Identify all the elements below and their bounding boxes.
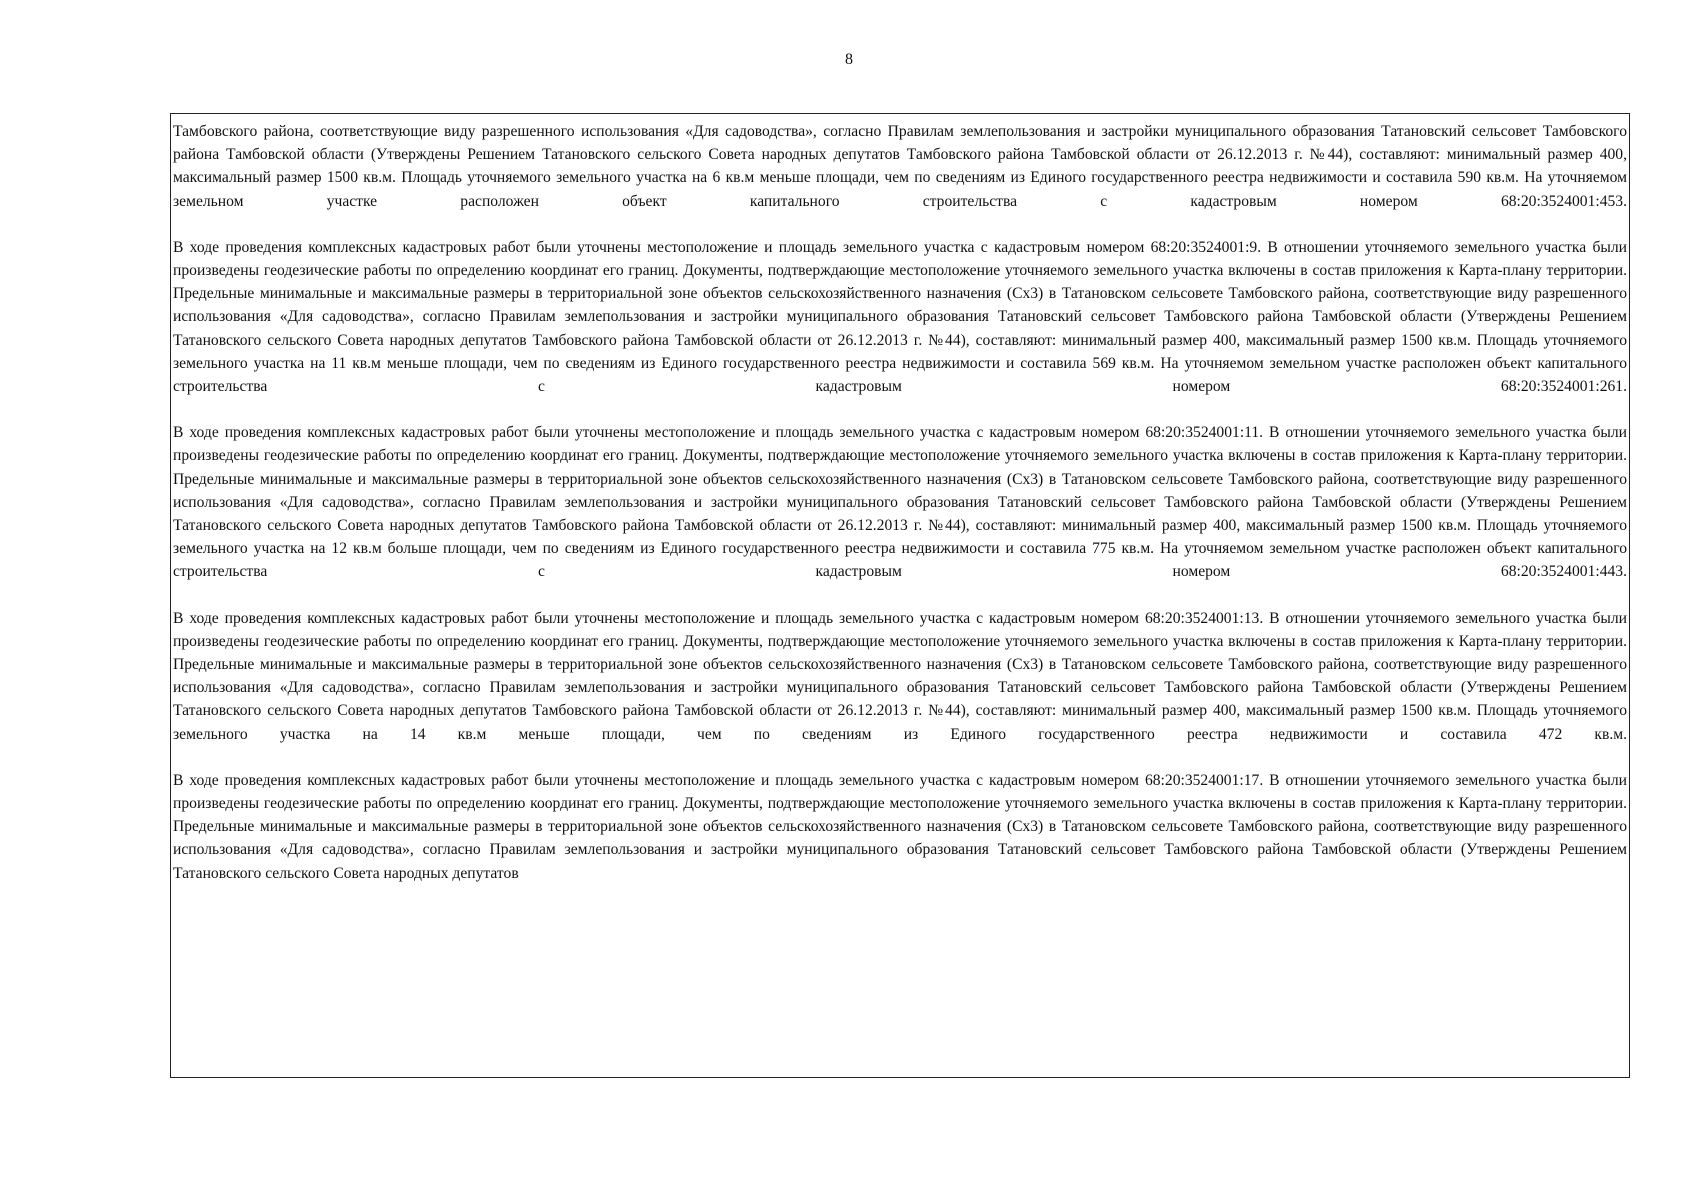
document-text-frame bbox=[170, 113, 1630, 1078]
paragraph-3: В ходе проведения комплексных кадастровых работ были уточнены местоположение и площадь земельного участка с кадастровым номером 68:20:3524001:11. В отношении уточняемого земельного участка были произведены геодезические работы по определению координат его границ. Документы, подтверждающие местоположение уточняемого земельного участка включены в состав приложения к Карта-плану территории. Предельные минимальные и максимальные размеры в территориальной зоне объектов сельскохозяйственного назначения (Сх3) в Татановском сельсовете Тамбовского района, соответствующие виду разрешенного использования «Для садоводства», согласно Правилам землепользования и застройки муниципального образования Татановский сельсовет Тамбовского района Тамбовской области (Утверждены Решением Татановского сельского Совета народных депутатов Тамбовского района Тамбовской области от 26.12.2013 г. №44), составляют: минимальный размер 400, максимальный размер 1500 кв.м. Площадь уточняемого земельного участка на 12 кв.м больше площади, чем по сведениям из Единого государственного реестра недвижимости и составила 775 кв.м. На уточняемом земельном участке расположен объект капитального строительства с кадастровым номером 68:20:3524001:443. bbox=[173, 424, 1627, 581]
paragraph-4: В ходе проведения комплексных кадастровых работ были уточнены местоположение и площадь земельного участка с кадастровым номером 68:20:3524001:13. В отношении уточняемого земельного участка были произведены геодезические работы по определению координат его границ. Документы, подтверждающие местоположение уточняемого земельного участка включены в состав приложения к Карта-плану территории. Предельные минимальные и максимальные размеры в территориальной зоне объектов сельскохозяйственного назначения (Сх3) в Татановском сельсовете Тамбовского района, соответствующие виду разрешенного использования «Для садоводства», согласно Правилам землепользования и застройки муниципального образования Татановский сельсовет Тамбовского района Тамбовской области (Утверждены Решением Татановского сельского Совета народных депутатов Тамбовского района Тамбовской области от 26.12.2013 г. №44), составляют: минимальный размер 400, максимальный размер 1500 кв.м. Площадь уточняемого земельного участка на 14 кв.м меньше площади, чем по сведениям из Единого государственного реестра недвижимости и составила 472 кв.м. bbox=[173, 609, 1627, 743]
paragraph-1: Тамбовского района, соответствующие виду разрешенного использования «Для садоводства», согласно Правилам землепользования и застройки муниципального образования Татановский сельсовет Тамбовского района Тамбовской области (Утверждены Решением Татановского сельского Совета народных депутатов Тамбовского района Тамбовской области от 26.12.2013 г. №44), составляют: минимальный размер 400, максимальный размер 1500 кв.м. Площадь уточняемого земельного участка на 6 кв.м меньше площади, чем по сведениям из Единого государственного реестра недвижимости и составила 590 кв.м. На уточняемом земельном участке расположен объект капитального строительства с кадастровым номером 68:20:3524001:453. bbox=[173, 123, 1627, 210]
paragraph-5: В ходе проведения комплексных кадастровых работ были уточнены местоположение и площадь земельного участка с кадастровым номером 68:20:3524001:17. В отношении уточняемого земельного участка были произведены геодезические работы по определению координат его границ. Документы, подтверждающие местоположение уточняемого земельного участка включены в состав приложения к Карта-плану территории. Предельные минимальные и максимальные размеры в территориальной зоне объектов сельскохозяйственного назначения (Сх3) в Татановском сельсовете Тамбовского района, соответствующие виду разрешенного использования «Для садоводства», согласно Правилам землепользования и застройки муниципального образования Татановский сельсовет Тамбовского района Тамбовской области (Утверждены Решением Татановского сельского Совета народных депутатов bbox=[173, 771, 1627, 882]
page-number: 8 bbox=[845, 51, 853, 68]
paragraph-2: В ходе проведения комплексных кадастровых работ были уточнены местоположение и площадь земельного участка с кадастровым номером 68:20:3524001:9. В отношении уточняемого земельного участка были произведены геодезические работы по определению координат его границ. Документы, подтверждающие местоположение уточняемого земельного участка включены в состав приложения к Карта-плану территории. Предельные минимальные и максимальные размеры в территориальной зоне объектов сельскохозяйственного назначения (Сх3) в Татановском сельсовете Тамбовского района, соответствующие виду разрешенного использования «Для садоводства», согласно Правилам землепользования и застройки муниципального образования Татановский сельсовет Тамбовского района Тамбовской области (Утверждены Решением Татановского сельского Совета народных депутатов Тамбовского района Тамбовской области от 26.12.2013 г. №44), составляют: минимальный размер 400, максимальный размер 1500 кв.м. Площадь уточняемого земельного участка на 11 кв.м меньше площади, чем по сведениям из Единого государственного реестра недвижимости и составила 569 кв.м. На уточняемом земельном участке расположен объект капитального строительства с кадастровым номером 68:20:3524001:261. bbox=[173, 238, 1627, 396]
